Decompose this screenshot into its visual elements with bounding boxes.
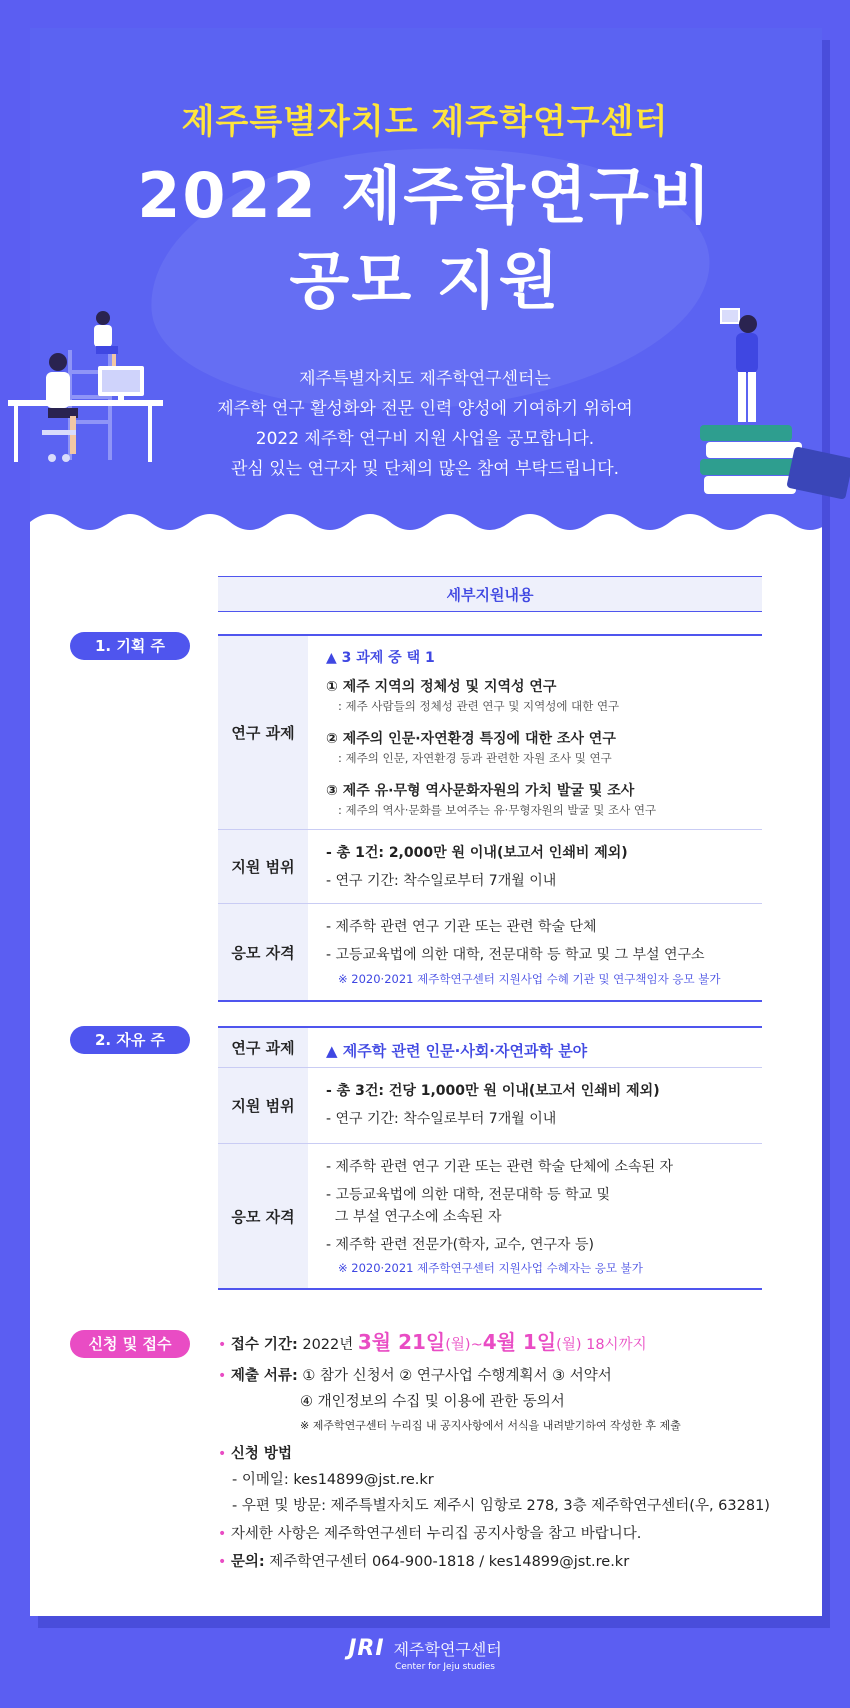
research-item-desc: : 제주 사람들의 정체성 관련 연구 및 지역성에 대한 연구 — [338, 699, 620, 713]
org-title: 제주특별자치도 제주학연구센터 — [181, 102, 669, 142]
row-content — [326, 1068, 762, 1143]
research-field: ▲ 제주학 관련 인문·사회·자연과학 분야 — [326, 1042, 588, 1060]
eligibility-line: - 고등교육법에 의한 대학, 전문대학 등 학교 및 — [326, 1187, 611, 1203]
method-line: • 신청 방법 — [218, 1446, 292, 1462]
eligibility-line: 그 부설 연구소에 소속된 자 — [326, 1209, 502, 1225]
main-title-line2: 공모 지원 — [289, 244, 561, 317]
row-label: 연구 과제 — [218, 636, 308, 829]
research-item-title: ① 제주 지역의 정체성 및 지역성 연구 — [326, 679, 557, 695]
docs-line-2: ④ 개인정보의 수집 및 이용에 관한 동의서 — [300, 1394, 565, 1410]
section1-eligibility-row — [218, 904, 762, 1002]
eligibility-line: - 제주학 관련 연구 기관 또는 관련 학술 단체 — [326, 919, 597, 935]
section1-badge: 1. 기획 주제 — [70, 632, 190, 660]
docs-note: ※ 제주학연구센터 누리집 내 공지사항에서 서식을 내려받기하여 작성한 후 제출 — [300, 1419, 681, 1432]
person-sitting-icon — [94, 311, 118, 372]
row-content — [326, 1144, 762, 1288]
section1-research-row — [218, 634, 762, 830]
research-item-desc: : 제주의 역사·문화를 보여주는 유·무형자원의 발굴 및 조사 연구 — [338, 803, 657, 817]
research-item-desc: : 제주의 인문, 자연환경 등과 관련한 자원 조사 및 연구 — [338, 751, 612, 765]
row-label: 연구 과제 — [218, 1028, 308, 1067]
eligibility-note: ※ 2020·2021 제주학연구센터 지원사업 수혜자는 응모 불가 — [338, 1261, 643, 1275]
jri-logo — [0, 1636, 850, 1672]
docs-line: • 제출 서류: ① 참가 신청서 ② 연구사업 수행계획서 ③ 서약서 — [218, 1368, 612, 1384]
detail-line: • 자세한 사항은 제주학연구센터 누리집 공지사항을 참고 바랍니다. — [218, 1526, 642, 1542]
logo-korean: 제주학연구센터 — [393, 1640, 502, 1659]
eligibility-line: - 제주학 관련 전문가(학자, 교수, 연구자 등) — [326, 1237, 594, 1253]
row-content — [326, 1028, 762, 1067]
person-at-computer-icon — [42, 353, 78, 462]
start-date: 3월 21일 — [357, 1330, 446, 1354]
scope-line: - 총 1건: 2,000만 원 이내(보고서 인쇄비 제외) — [326, 845, 628, 861]
scope-line: - 연구 기간: 착수일로부터 7개월 이내 — [326, 873, 557, 889]
choose-note: ▲ 3 과제 중 택 1 — [326, 650, 435, 666]
section2-scope-row — [218, 1068, 762, 1144]
scope-line: - 총 3건: 건당 1,000만 원 이내(보고서 인쇄비 제외) — [326, 1083, 660, 1099]
row-content — [326, 636, 762, 829]
scope-line: - 연구 기간: 착수일로부터 7개월 이내 — [326, 1111, 557, 1127]
book-stack-icon — [700, 425, 850, 500]
eligibility-note: ※ 2020·2021 제주학연구센터 지원사업 수혜 기관 및 연구책임자 응모 불가 — [338, 972, 721, 986]
end-date: 4월 1일 — [482, 1330, 557, 1354]
section2-eligibility-row — [218, 1144, 762, 1290]
mail-line: - 우편 및 방문: 제주특별자치도 제주시 임항로 278, 3층 제주학연구센터(우, 63281) — [232, 1498, 770, 1514]
row-label: 응모 자격 — [218, 904, 308, 1000]
eligibility-line: - 고등교육법에 의한 대학, 전문대학 등 학교 및 그 부설 연구소 — [326, 947, 705, 963]
row-content — [326, 904, 762, 1000]
research-item-title: ② 제주의 인문·자연환경 특징에 대한 조사 연구 — [326, 731, 616, 747]
row-label: 지원 범위 — [218, 830, 308, 903]
row-label: 응모 자격 — [218, 1144, 308, 1288]
section2-research-row — [218, 1026, 762, 1068]
reading-person-icon — [720, 308, 758, 422]
research-item-title: ③ 제주 유·무형 역사문화자원의 가치 발굴 및 조사 — [326, 783, 635, 799]
email-line: - 이메일: kes14899@jst.re.kr — [232, 1472, 434, 1488]
period-line: • 접수 기간: 2022년 3월 21일(월)~4월 1일(월) 18시까지 — [218, 1330, 647, 1354]
contact-line: • 문의: 제주학연구센터 064-900-1818 / kes14899@jst.re.kr — [218, 1554, 630, 1570]
logo-english: Center for Jeju studies — [394, 1662, 495, 1672]
desk-icon — [8, 366, 163, 462]
eligibility-line: - 제주학 관련 연구 기관 또는 관련 학술 단체에 소속된 자 — [326, 1159, 674, 1175]
section1-scope-row — [218, 830, 762, 904]
application-badge: 신청 및 접수 — [70, 1330, 190, 1358]
table-header: 세부지원내용 — [218, 576, 762, 612]
intro-line: 관심 있는 연구자 및 단체의 많은 참여 부탁드립니다. — [230, 459, 620, 479]
intro-line: 2022 제주학 연구비 지원 사업을 공모합니다. — [255, 429, 595, 449]
main-title-line1: 2022 제주학연구비 — [137, 159, 713, 232]
row-label: 지원 범위 — [218, 1068, 308, 1143]
logo-mark: JRI — [348, 1636, 385, 1661]
intro-line: 제주학 연구 활성화와 전문 인력 양성에 기여하기 위하여 — [217, 399, 633, 419]
reader-books-illustration — [700, 300, 850, 510]
researchers-illustration — [8, 310, 168, 510]
wave-divider — [30, 510, 822, 540]
row-content — [326, 830, 762, 903]
intro-line: 제주특별자치도 제주학연구센터는 — [299, 369, 551, 389]
section2-badge: 2. 자유 주제 — [70, 1026, 190, 1054]
